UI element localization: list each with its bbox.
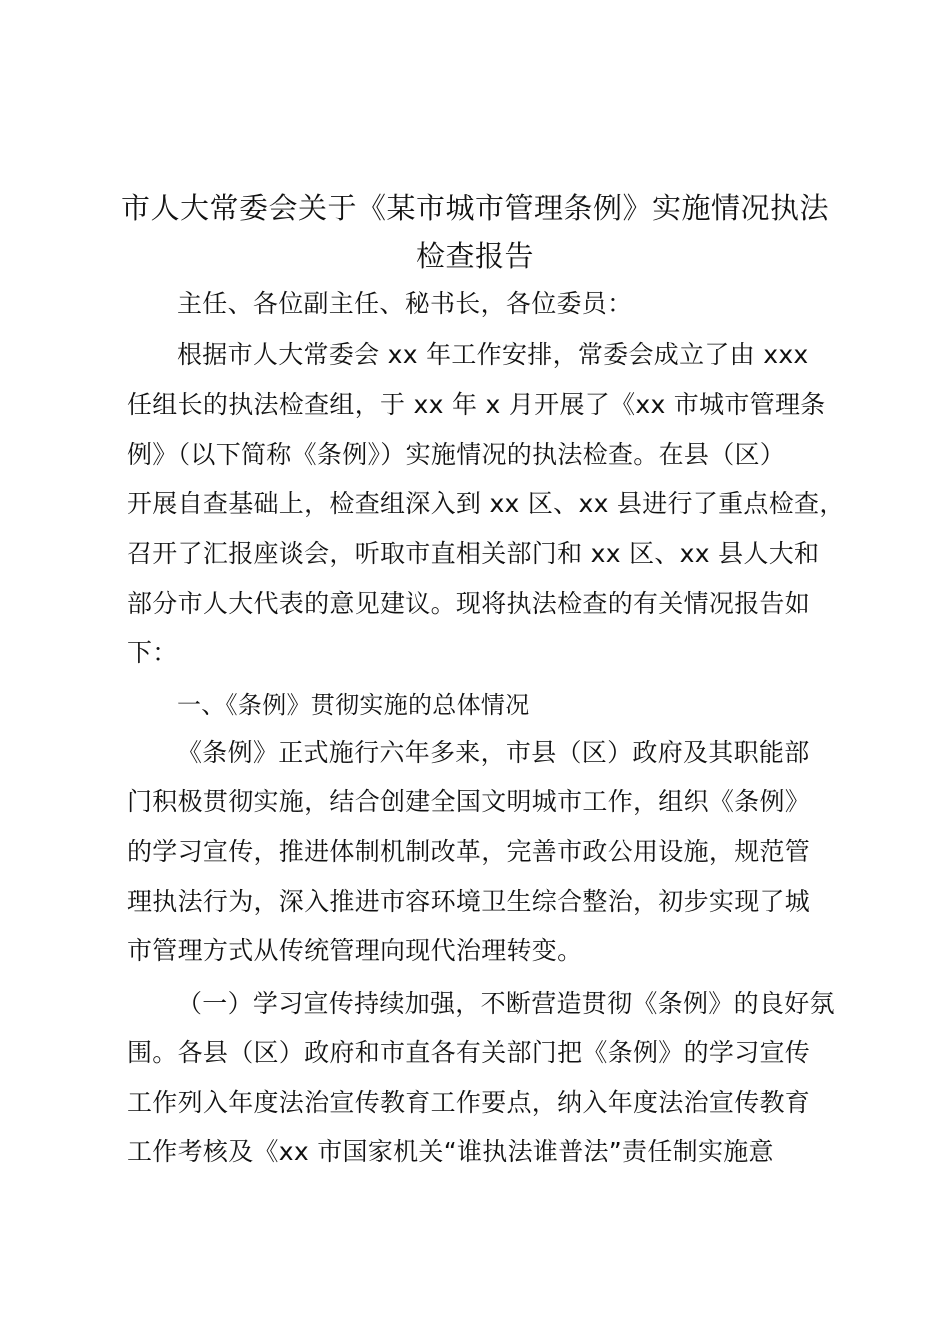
section-1-paragraph-line: 的学习宣传，推进体制机制改革，完善市政公用设施，规范管 bbox=[127, 837, 811, 866]
intro-paragraph-line: 召开了汇报座谈会，听取市直相关部门和 xx 区、xx 县人大和 bbox=[127, 539, 820, 568]
intro-paragraph-line: 下： bbox=[127, 638, 178, 667]
subsection-1-paragraph-line: （一）学习宣传持续加强，不断营造贯彻《条例》的良好氛 bbox=[177, 989, 835, 1018]
subsection-1-paragraph-line: 围。各县（区）政府和市直各有关部门把《条例》的学习宣传 bbox=[127, 1038, 811, 1067]
document-title-line-2: 检查报告 bbox=[415, 239, 534, 273]
document-title-line-1: 市人大常委会关于《某市城市管理条例》实施情况执法 bbox=[120, 191, 829, 225]
subsection-1-paragraph-line: 工作考核及《xx 市国家机关“谁执法谁普法”责任制实施意 bbox=[127, 1137, 774, 1166]
intro-paragraph-line: 开展自查基础上，检查组深入到 xx 区、xx 县进行了重点检查， bbox=[127, 489, 845, 518]
intro-paragraph-line: 例》（以下简称《条例》）实施情况的执法检查。在县（区） bbox=[127, 440, 786, 469]
section-1-heading: 一、《条例》贯彻实施的总体情况 bbox=[177, 691, 530, 719]
section-1-paragraph-line: 《条例》正式施行六年多来，市县（区）政府及其职能部 bbox=[177, 738, 810, 767]
section-1-paragraph-line: 门积极贯彻实施，结合创建全国文明城市工作，组织《条例》 bbox=[127, 787, 811, 816]
intro-paragraph-line: 根据市人大常委会 xx 年工作安排，常委会成立了由 xxx bbox=[177, 340, 809, 369]
subsection-1-paragraph-line: 工作列入年度法治宣传教育工作要点，纳入年度法治宣传教育 bbox=[127, 1088, 811, 1117]
salutation: 主任、各位副主任、秘书长，各位委员： bbox=[177, 289, 633, 318]
section-1-paragraph-line: 理执法行为，深入推进市容环境卫生综合整治，初步实现了城 bbox=[127, 887, 811, 916]
section-1-paragraph-line: 市管理方式从传统管理向现代治理转变。 bbox=[127, 936, 583, 965]
intro-paragraph-line: 部分市人大代表的意见建议。现将执法检查的有关情况报告如 bbox=[127, 589, 811, 618]
intro-paragraph-line: 任组长的执法检查组，于 xx 年 x 月开展了《xx 市城市管理条 bbox=[127, 390, 826, 419]
